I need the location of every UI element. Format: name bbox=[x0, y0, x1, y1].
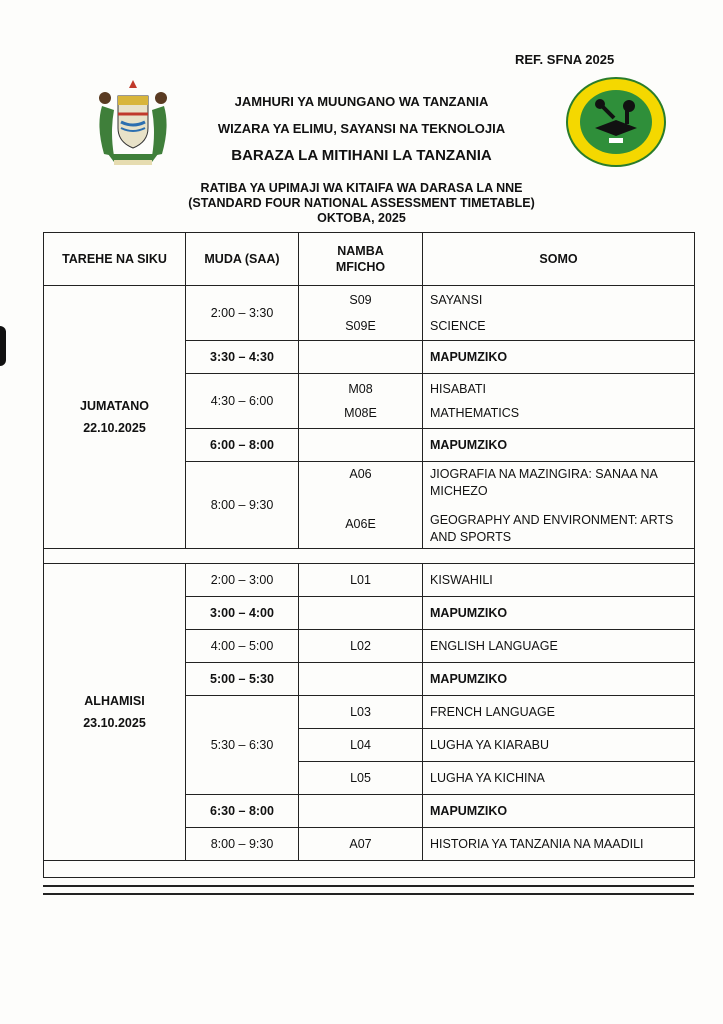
timetable-title-english: (STANDARD FOUR NATIONAL ASSESSMENT TIMETABLE) bbox=[188, 196, 535, 210]
code-cell-empty bbox=[299, 341, 423, 374]
reference-number: REF. SFNA 2025 bbox=[515, 52, 615, 67]
table-header-row bbox=[44, 233, 695, 286]
time-cell: 6:00 – 8:00 bbox=[186, 429, 299, 462]
time-cell: 2:00 – 3:30 bbox=[186, 286, 299, 341]
subject-value: HISABATI bbox=[430, 382, 487, 396]
code-value: L01 bbox=[299, 564, 423, 597]
subject-value: ENGLISH LANGUAGE bbox=[423, 630, 695, 663]
subject-value: KISWAHILI bbox=[423, 564, 695, 597]
day-date: 23.10.2025 bbox=[83, 716, 146, 730]
break-label: MAPUMZIKO bbox=[423, 795, 695, 828]
subject-value: SAYANSI bbox=[430, 293, 483, 307]
col-header-date: TAREHE NA SIKU bbox=[44, 233, 186, 286]
time-cell: 5:00 – 5:30 bbox=[186, 663, 299, 696]
council-heading: BARAZA LA MITIHANI LA TANZANIA bbox=[231, 147, 492, 164]
subject-value: FRENCH LANGUAGE bbox=[423, 696, 695, 729]
col-header-code-line2: MFICHO bbox=[335, 260, 386, 274]
code-cell-empty bbox=[299, 429, 423, 462]
subject-cell bbox=[423, 286, 695, 341]
code-value: S09 bbox=[349, 293, 372, 307]
subject-cell bbox=[423, 462, 695, 549]
col-header-code-line1: NAMBA bbox=[337, 244, 384, 258]
break-label: MAPUMZIKO bbox=[423, 429, 695, 462]
timetable-title-swahili: RATIBA YA UPIMAJI WA KITAIFA WA DARASA LA NNE bbox=[200, 181, 523, 195]
break-label: MAPUMZIKO bbox=[423, 597, 695, 630]
ministry-heading: WIZARA YA ELIMU, SAYANSI NA TEKNOLOJIA bbox=[217, 121, 506, 136]
code-value: A06 bbox=[349, 467, 372, 481]
time-cell: 5:30 – 6:30 bbox=[186, 696, 299, 795]
table-end-rule bbox=[43, 885, 694, 895]
table-bottom-row bbox=[44, 861, 695, 878]
subject-value: JIOGRAFIA NA MAZINGIRA: SANAA NA MICHEZO bbox=[430, 467, 658, 498]
time-cell: 4:30 – 6:00 bbox=[186, 374, 299, 429]
time-cell: 8:00 – 9:30 bbox=[186, 462, 299, 549]
col-header-subject: SOMO bbox=[423, 233, 695, 286]
day-separator bbox=[44, 549, 695, 564]
subject-value: LUGHA YA KICHINA bbox=[423, 762, 695, 795]
subject-value: GEOGRAPHY AND ENVIRONMENT: ARTS AND SPORTS bbox=[430, 513, 674, 544]
subject-cell bbox=[423, 374, 695, 429]
col-header-time: MUDA (SAA) bbox=[186, 233, 299, 286]
code-value: L02 bbox=[299, 630, 423, 663]
necta-seal-logo bbox=[565, 76, 667, 168]
break-label: MAPUMZIKO bbox=[423, 341, 695, 374]
day-cell-wednesday bbox=[44, 286, 186, 549]
time-cell: 4:00 – 5:00 bbox=[186, 630, 299, 663]
code-value: A07 bbox=[299, 828, 423, 861]
day-name: ALHAMISI bbox=[84, 694, 145, 708]
code-value: L05 bbox=[299, 762, 423, 795]
assessment-timetable bbox=[43, 232, 695, 878]
time-cell: 8:00 – 9:30 bbox=[186, 828, 299, 861]
break-label: MAPUMZIKO bbox=[423, 663, 695, 696]
day-name: JUMATANO bbox=[80, 399, 149, 413]
subject-value: MATHEMATICS bbox=[430, 406, 520, 420]
time-cell: 2:00 – 3:00 bbox=[186, 564, 299, 597]
subject-value: HISTORIA YA TANZANIA NA MAADILI bbox=[423, 828, 695, 861]
subject-value: SCIENCE bbox=[430, 319, 486, 333]
table-row bbox=[44, 564, 695, 597]
code-value: M08 bbox=[348, 382, 373, 396]
table-row bbox=[44, 286, 695, 341]
time-cell: 3:30 – 4:30 bbox=[186, 341, 299, 374]
day-cell-thursday bbox=[44, 564, 186, 861]
code-value: M08E bbox=[344, 406, 377, 420]
code-cell bbox=[299, 462, 423, 549]
scan-edge-mark bbox=[0, 326, 6, 366]
time-cell: 6:30 – 8:00 bbox=[186, 795, 299, 828]
code-value: A06E bbox=[345, 517, 376, 531]
code-cell bbox=[299, 374, 423, 429]
code-value: S09E bbox=[345, 319, 376, 333]
code-cell-empty bbox=[299, 663, 423, 696]
time-cell: 3:00 – 4:00 bbox=[186, 597, 299, 630]
code-cell-empty bbox=[299, 795, 423, 828]
col-header-code bbox=[299, 233, 423, 286]
code-value: L04 bbox=[299, 729, 423, 762]
republic-heading: JAMHURI YA MUUNGANO WA TANZANIA bbox=[234, 94, 489, 109]
code-value: L03 bbox=[299, 696, 423, 729]
code-cell-empty bbox=[299, 597, 423, 630]
day-date: 22.10.2025 bbox=[83, 421, 146, 435]
timetable-month: OKTOBA, 2025 bbox=[317, 211, 406, 225]
subject-value: LUGHA YA KIARABU bbox=[423, 729, 695, 762]
code-cell bbox=[299, 286, 423, 341]
